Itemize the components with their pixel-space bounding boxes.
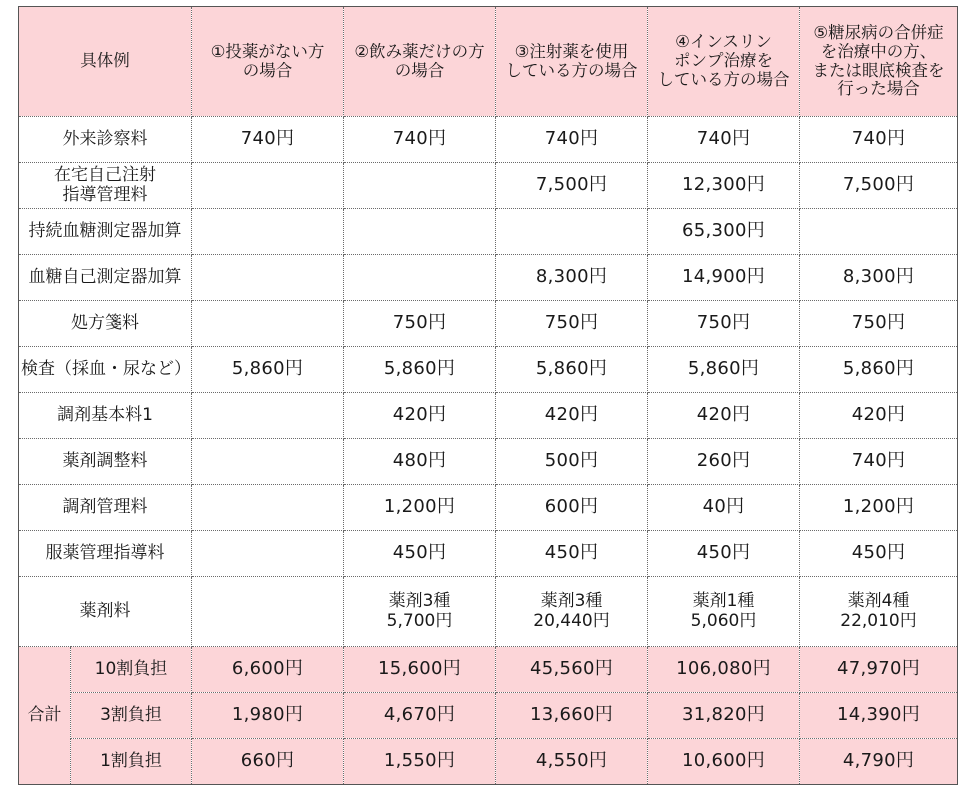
table-row	[19, 301, 958, 347]
cost-cell	[648, 393, 800, 439]
row-label-line: 調剤管理料	[62, 496, 148, 517]
cost-cell	[800, 485, 958, 531]
cost-value: 740円	[851, 128, 906, 150]
cost-cell	[192, 117, 344, 163]
total-group-label: 合計	[19, 647, 71, 785]
cost-value: 480円	[392, 450, 447, 472]
cost-value: 7,500円	[535, 174, 608, 196]
cost-cell	[496, 347, 648, 393]
cost-cell	[496, 485, 648, 531]
cost-value: 65,300円	[681, 220, 766, 242]
total-row	[19, 647, 958, 693]
total-value: 660円	[192, 739, 344, 785]
cost-cell	[496, 531, 648, 577]
cost-cell	[800, 163, 958, 209]
cost-cell	[344, 577, 496, 647]
row-label	[19, 577, 192, 647]
cost-rows	[19, 117, 958, 647]
cost-value: 薬剤3種	[388, 590, 451, 611]
header-case-5-line: を治療中の方、	[820, 41, 937, 61]
cost-cell	[344, 301, 496, 347]
cost-value: 5,860円	[231, 358, 304, 380]
cost-cell	[800, 255, 958, 301]
cost-cell	[648, 209, 800, 255]
cost-value: 420円	[696, 404, 751, 426]
cost-cell	[800, 301, 958, 347]
total-value: 6,600円	[192, 647, 344, 693]
cost-cell	[496, 577, 648, 647]
cost-cell	[648, 439, 800, 485]
cost-value: 740円	[544, 128, 599, 150]
header-case-2	[344, 7, 496, 117]
table-row	[19, 163, 958, 209]
cost-cell	[192, 439, 344, 485]
total-rows	[19, 647, 958, 785]
cost-value: 14,900円	[681, 266, 766, 288]
header-case-4	[648, 7, 800, 117]
cost-value: 12,300円	[681, 174, 766, 196]
row-label-line: 血糖自己測定器加算	[28, 266, 182, 287]
row-label-line: 調剤基本料1	[57, 404, 153, 425]
row-label-line: 指導管理料	[62, 184, 148, 205]
cost-value: 750円	[851, 312, 906, 334]
table-row	[19, 485, 958, 531]
cost-cell	[800, 531, 958, 577]
cost-value: 8,300円	[535, 266, 608, 288]
cost-value: 420円	[392, 404, 447, 426]
cost-cell	[800, 577, 958, 647]
cost-cell	[800, 393, 958, 439]
cost-value: 420円	[544, 404, 599, 426]
table-row	[19, 117, 958, 163]
header-case-2-line: の場合	[394, 60, 445, 80]
row-label-line: 在宅自己注射	[54, 164, 156, 185]
table-row	[19, 439, 958, 485]
cost-cell	[192, 255, 344, 301]
header-case-5-line: ⑤糖尿病の合併症	[813, 22, 944, 42]
total-value: 106,080円	[648, 647, 800, 693]
cost-cell	[192, 531, 344, 577]
cost-value: 7,500円	[842, 174, 915, 196]
cost-cell	[648, 531, 800, 577]
row-label	[19, 209, 192, 255]
cost-cell	[800, 117, 958, 163]
header-case-3-line: している方の場合	[505, 60, 638, 80]
cost-value: 40円	[702, 496, 745, 518]
cost-cell	[344, 485, 496, 531]
cost-value: 450円	[696, 542, 751, 564]
row-label	[19, 255, 192, 301]
row-label-line: 処方箋料	[71, 312, 139, 333]
row-label	[19, 301, 192, 347]
cost-cell	[648, 577, 800, 647]
header-case-5	[800, 7, 958, 117]
cost-cell	[192, 393, 344, 439]
cost-value: 740円	[392, 128, 447, 150]
table-row	[19, 209, 958, 255]
total-value: 1,550円	[344, 739, 496, 785]
cost-value: 薬剤4種	[847, 590, 910, 611]
cost-cell	[648, 485, 800, 531]
header-case-5-line: 行った場合	[837, 79, 920, 99]
header-case-1-line: ①投薬がない方	[210, 41, 325, 61]
header-case-4-line: している方の場合	[657, 69, 790, 89]
total-row	[19, 739, 958, 785]
total-value: 45,560円	[496, 647, 648, 693]
cost-value: 500円	[544, 450, 599, 472]
header-case-1	[192, 7, 344, 117]
header-case-5-line: または眼底検査を	[812, 60, 945, 80]
row-label	[19, 117, 192, 163]
cost-value: 8,300円	[842, 266, 915, 288]
cost-cell	[800, 439, 958, 485]
cost-cell	[496, 117, 648, 163]
header-label: 具体例	[19, 7, 192, 117]
total-value: 13,660円	[496, 693, 648, 739]
row-label	[19, 163, 192, 209]
cost-cell	[192, 163, 344, 209]
cost-cell	[192, 485, 344, 531]
cost-value: 22,010円	[840, 610, 917, 631]
header-case-1-line: の場合	[242, 60, 293, 80]
total-row-label: 1割負担	[71, 739, 192, 785]
header-case-4-line: ④インスリン	[675, 32, 772, 52]
cost-cell	[344, 393, 496, 439]
cost-cell	[648, 347, 800, 393]
cost-cell	[344, 255, 496, 301]
cost-value: 5,700円	[386, 610, 453, 631]
cost-cell	[344, 117, 496, 163]
cost-value: 450円	[544, 542, 599, 564]
cost-cell	[648, 163, 800, 209]
cost-value: 5,860円	[687, 358, 760, 380]
cost-value: 5,860円	[535, 358, 608, 380]
cost-cell	[344, 531, 496, 577]
cost-cell	[800, 209, 958, 255]
total-row-label: 3割負担	[71, 693, 192, 739]
cost-cell	[344, 163, 496, 209]
row-label	[19, 485, 192, 531]
cost-cell	[648, 255, 800, 301]
cost-value: 1,200円	[383, 496, 456, 518]
header-case-2-line: ②飲み薬だけの方	[354, 41, 485, 61]
cost-cell	[344, 209, 496, 255]
table-row	[19, 577, 958, 647]
cost-cell	[192, 577, 344, 647]
row-label	[19, 347, 192, 393]
cost-value: 750円	[392, 312, 447, 334]
total-value: 4,670円	[344, 693, 496, 739]
cost-value: 740円	[240, 128, 295, 150]
cost-value: 450円	[392, 542, 447, 564]
cost-value: 600円	[544, 496, 599, 518]
total-value: 10,600円	[648, 739, 800, 785]
cost-value: 薬剤3種	[540, 590, 603, 611]
cost-value: 420円	[851, 404, 906, 426]
cost-value: 260円	[696, 450, 751, 472]
table-row	[19, 531, 958, 577]
header-case-3	[496, 7, 648, 117]
header-row	[19, 7, 958, 117]
table-row	[19, 255, 958, 301]
cost-cell	[496, 163, 648, 209]
row-label	[19, 439, 192, 485]
total-row-label: 10割負担	[71, 647, 192, 693]
row-label-line: 持続血糖測定器加算	[28, 220, 182, 241]
row-label-line: 検査（採血・尿など）	[21, 358, 191, 379]
row-label	[19, 393, 192, 439]
cost-value: 750円	[696, 312, 751, 334]
cost-cell	[496, 393, 648, 439]
cost-value: 5,060円	[690, 610, 757, 631]
cost-value: 20,440円	[533, 610, 610, 631]
row-label-line: 外来診察料	[62, 128, 148, 149]
cost-cell	[344, 439, 496, 485]
row-label-line: 薬剤調整料	[62, 450, 148, 471]
total-value: 4,550円	[496, 739, 648, 785]
cost-value: 1,200円	[842, 496, 915, 518]
cost-cell	[344, 347, 496, 393]
total-value: 14,390円	[800, 693, 958, 739]
total-value: 47,970円	[800, 647, 958, 693]
row-label	[19, 531, 192, 577]
cost-cell	[192, 209, 344, 255]
row-label-line: 服薬管理指導料	[45, 542, 165, 563]
cost-value: 5,860円	[383, 358, 456, 380]
total-value: 4,790円	[800, 739, 958, 785]
table-row	[19, 393, 958, 439]
cost-cell	[648, 301, 800, 347]
cost-value: 740円	[696, 128, 751, 150]
cost-cell	[496, 255, 648, 301]
header-case-3-line: ③注射薬を使用	[514, 41, 629, 61]
cost-cell	[496, 209, 648, 255]
cost-cell	[496, 301, 648, 347]
cost-cell	[192, 301, 344, 347]
cost-value: 薬剤1種	[692, 590, 755, 611]
total-value: 31,820円	[648, 693, 800, 739]
row-label-line: 薬剤料	[79, 600, 131, 621]
table-row	[19, 347, 958, 393]
cost-table	[18, 6, 958, 785]
total-row	[19, 693, 958, 739]
cost-cell	[192, 347, 344, 393]
total-value: 1,980円	[192, 693, 344, 739]
cost-value: 740円	[851, 450, 906, 472]
cost-value: 450円	[851, 542, 906, 564]
cost-cell	[496, 439, 648, 485]
cost-value: 750円	[544, 312, 599, 334]
cost-cell	[648, 117, 800, 163]
cost-value: 5,860円	[842, 358, 915, 380]
cost-cell	[800, 347, 958, 393]
header-case-4-line: ポンプ治療を	[674, 51, 773, 71]
total-value: 15,600円	[344, 647, 496, 693]
